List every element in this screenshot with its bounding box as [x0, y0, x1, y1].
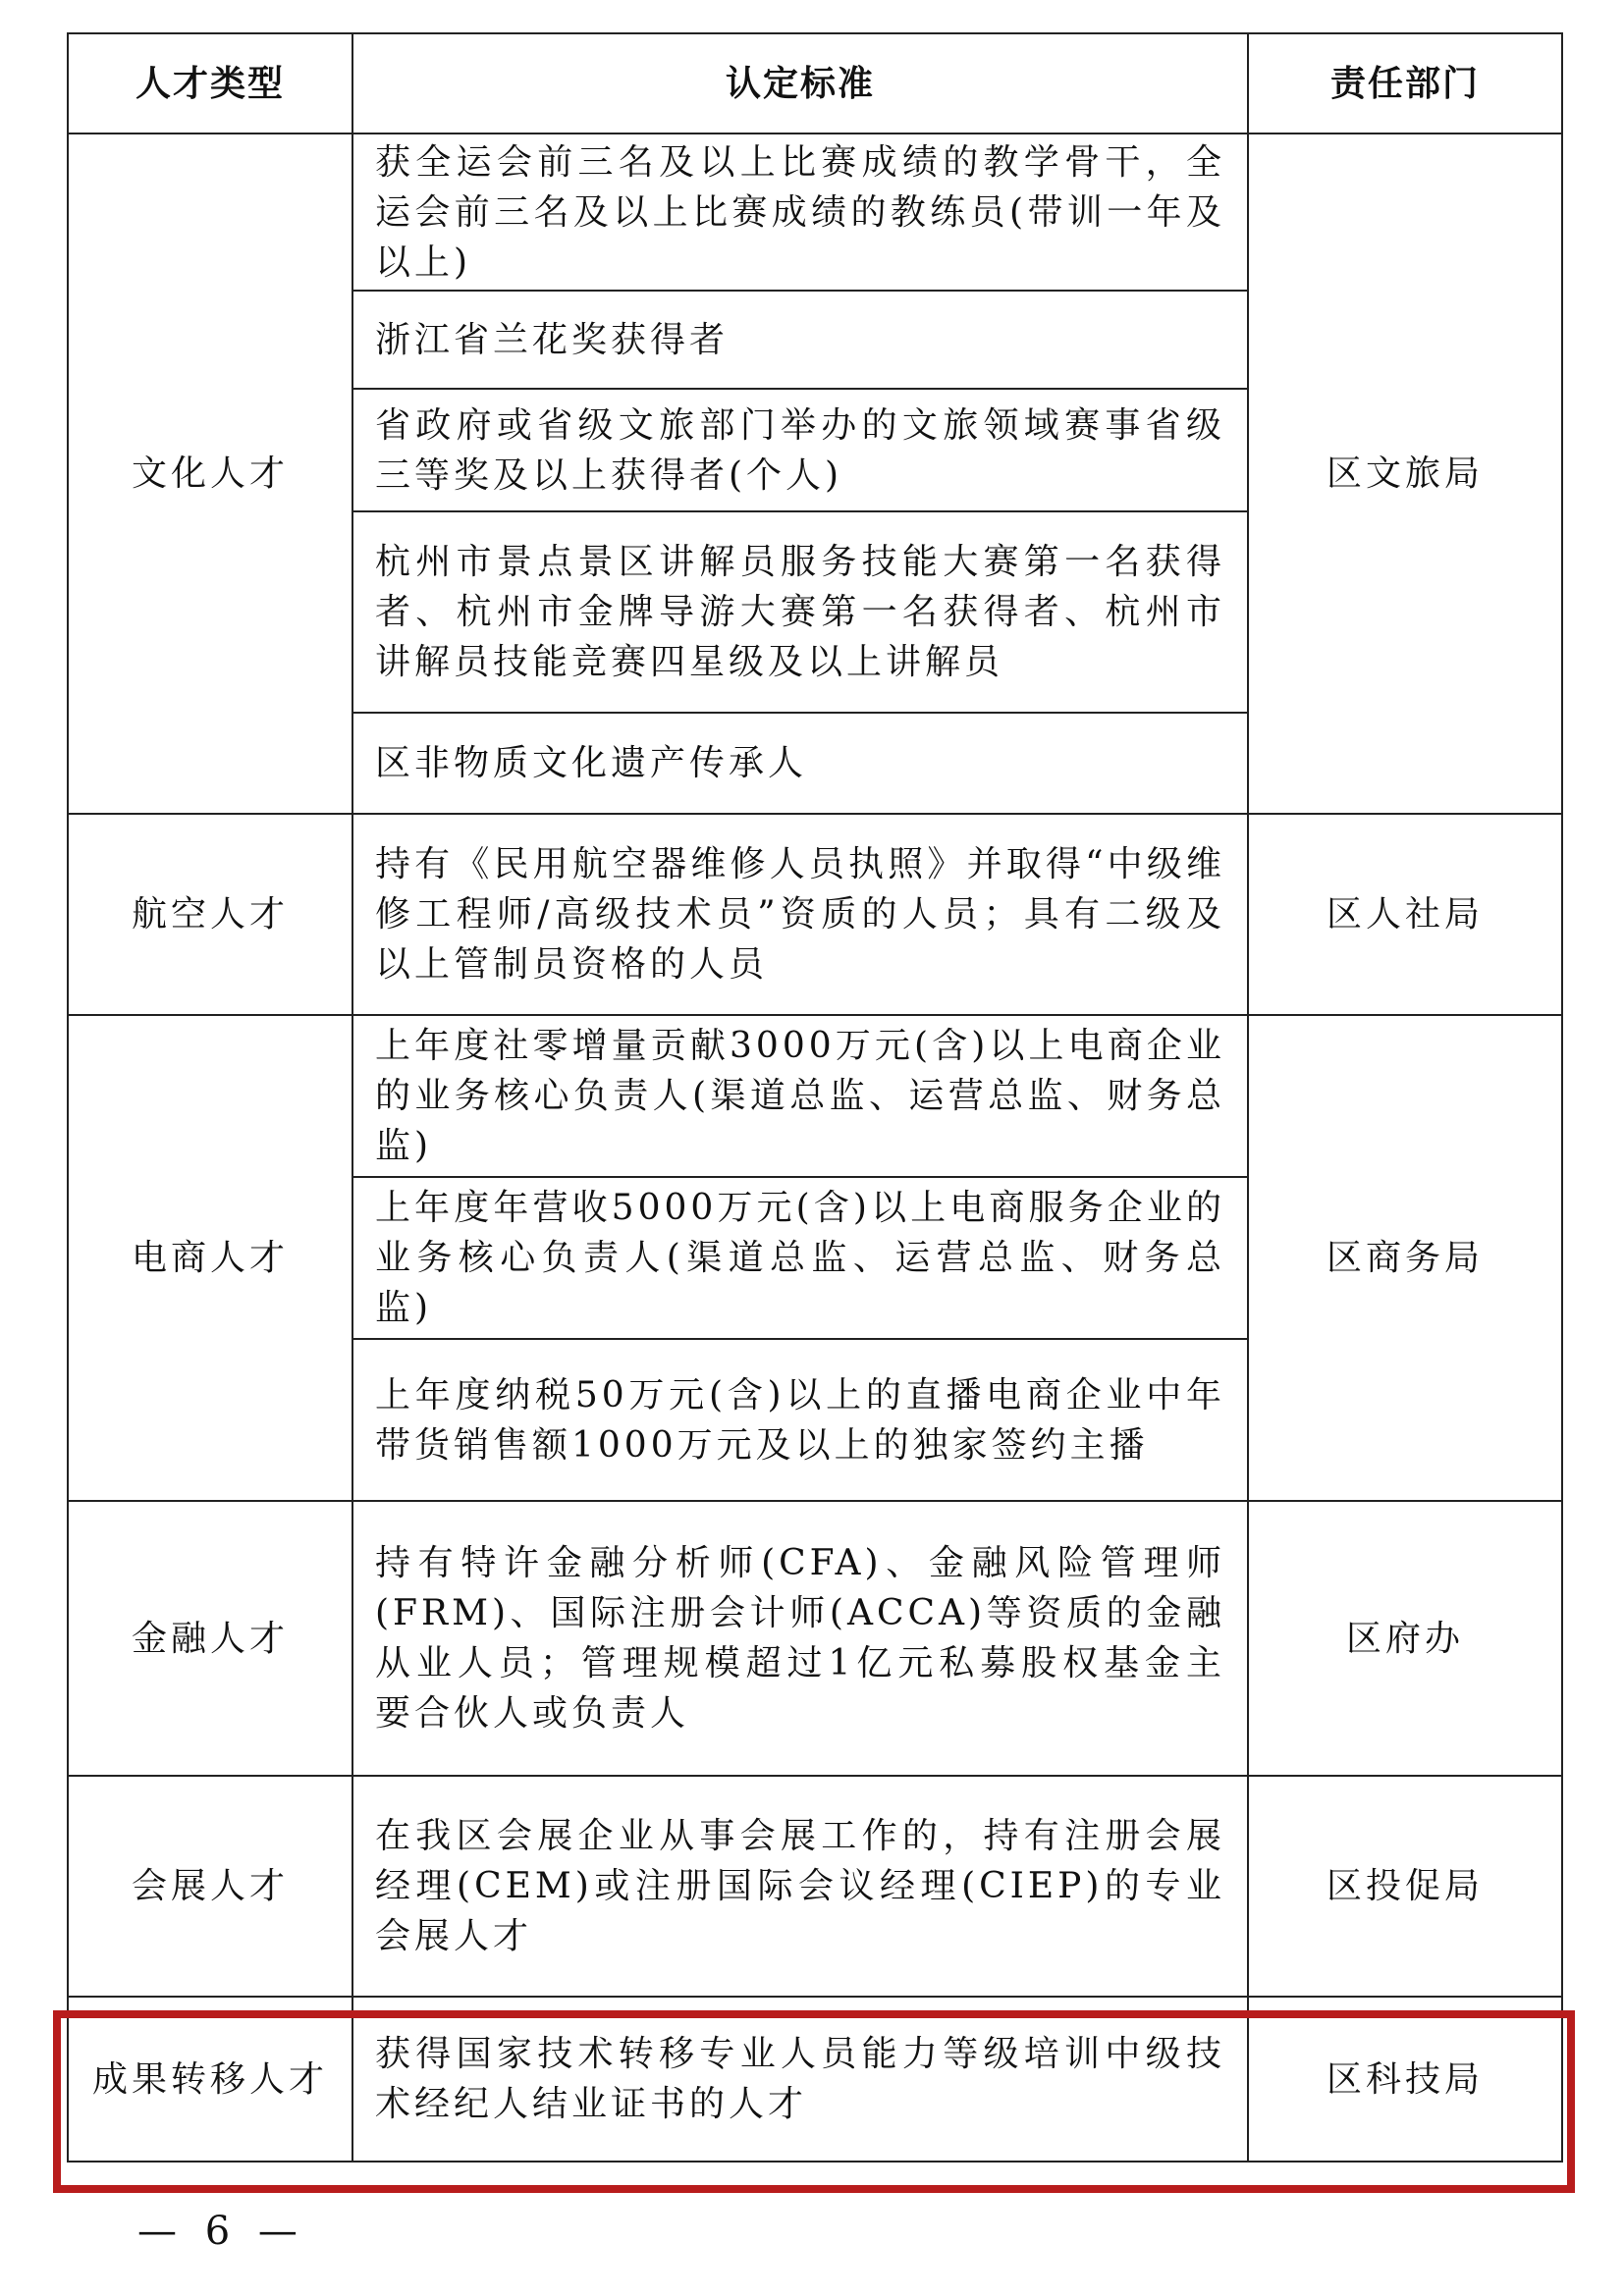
dept-tech-transfer: 区科技局	[1248, 1997, 1562, 2162]
standard-cell: 持有《民用航空器维修人员执照》并取得“中级维修工程师/高级技术员”资质的人员；具有二级及以上管制员资格的人员	[352, 814, 1248, 1015]
table-row	[68, 1501, 1562, 1776]
table-row	[68, 1776, 1562, 1997]
talent-type-tech-transfer: 成果转移人才	[68, 1997, 352, 2162]
standard-cell: 浙江省兰花奖获得者	[352, 291, 1248, 389]
table-row	[68, 1015, 1562, 1177]
standard-cell: 获得国家技术转移专业人员能力等级培训中级技术经纪人结业证书的人才	[352, 1997, 1248, 2162]
talent-type-culture: 文化人才	[68, 133, 352, 814]
table-row	[68, 814, 1562, 1015]
talent-table	[67, 32, 1563, 2163]
talent-type-exhibition: 会展人才	[68, 1776, 352, 1997]
standard-cell: 区非物质文化遗产传承人	[352, 713, 1248, 814]
header-standard: 认定标准	[352, 33, 1248, 133]
standard-cell: 上年度社零增量贡献3000万元(含)以上电商企业的业务核心负责人(渠道总监、运营总监、财务总监)	[352, 1015, 1248, 1177]
dept-culture: 区文旅局	[1248, 133, 1562, 814]
dept-finance: 区府办	[1248, 1501, 1562, 1776]
talent-type-ecommerce: 电商人才	[68, 1015, 352, 1501]
standard-cell: 省政府或省级文旅部门举办的文旅领域赛事省级三等奖及以上获得者(个人)	[352, 389, 1248, 511]
table-row	[68, 133, 1562, 291]
standard-cell: 持有特许金融分析师(CFA)、金融风险管理师(FRM)、国际注册会计师(ACCA)等资质的金融从业人员；管理规模超过1亿元私募股权基金主要合伙人或负责人	[352, 1501, 1248, 1776]
dept-exhibition: 区投促局	[1248, 1776, 1562, 1997]
table-header-row	[68, 33, 1562, 133]
dept-ecommerce: 区商务局	[1248, 1015, 1562, 1501]
standard-cell: 上年度纳税50万元(含)以上的直播电商企业中年带货销售额1000万元及以上的独家签约主播	[352, 1339, 1248, 1501]
standard-cell: 获全运会前三名及以上比赛成绩的教学骨干，全运会前三名及以上比赛成绩的教练员(带训一年及以上)	[352, 133, 1248, 291]
talent-type-aviation: 航空人才	[68, 814, 352, 1015]
dept-aviation: 区人社局	[1248, 814, 1562, 1015]
standard-cell: 在我区会展企业从事会展工作的，持有注册会展经理(CEM)或注册国际会议经理(CIEP)的专业会展人才	[352, 1776, 1248, 1997]
standard-cell: 上年度年营收5000万元(含)以上电商服务企业的业务核心负责人(渠道总监、运营总监、财务总监)	[352, 1177, 1248, 1339]
talent-type-finance: 金融人才	[68, 1501, 352, 1776]
header-dept: 责任部门	[1248, 33, 1562, 133]
standard-cell: 杭州市景点景区讲解员服务技能大赛第一名获得者、杭州市金牌导游大赛第一名获得者、杭州市讲解员技能竞赛四星级及以上讲解员	[352, 511, 1248, 713]
header-type: 人才类型	[68, 33, 352, 133]
table-row	[68, 1997, 1562, 2162]
page-number: — 6 —	[137, 2209, 305, 2254]
